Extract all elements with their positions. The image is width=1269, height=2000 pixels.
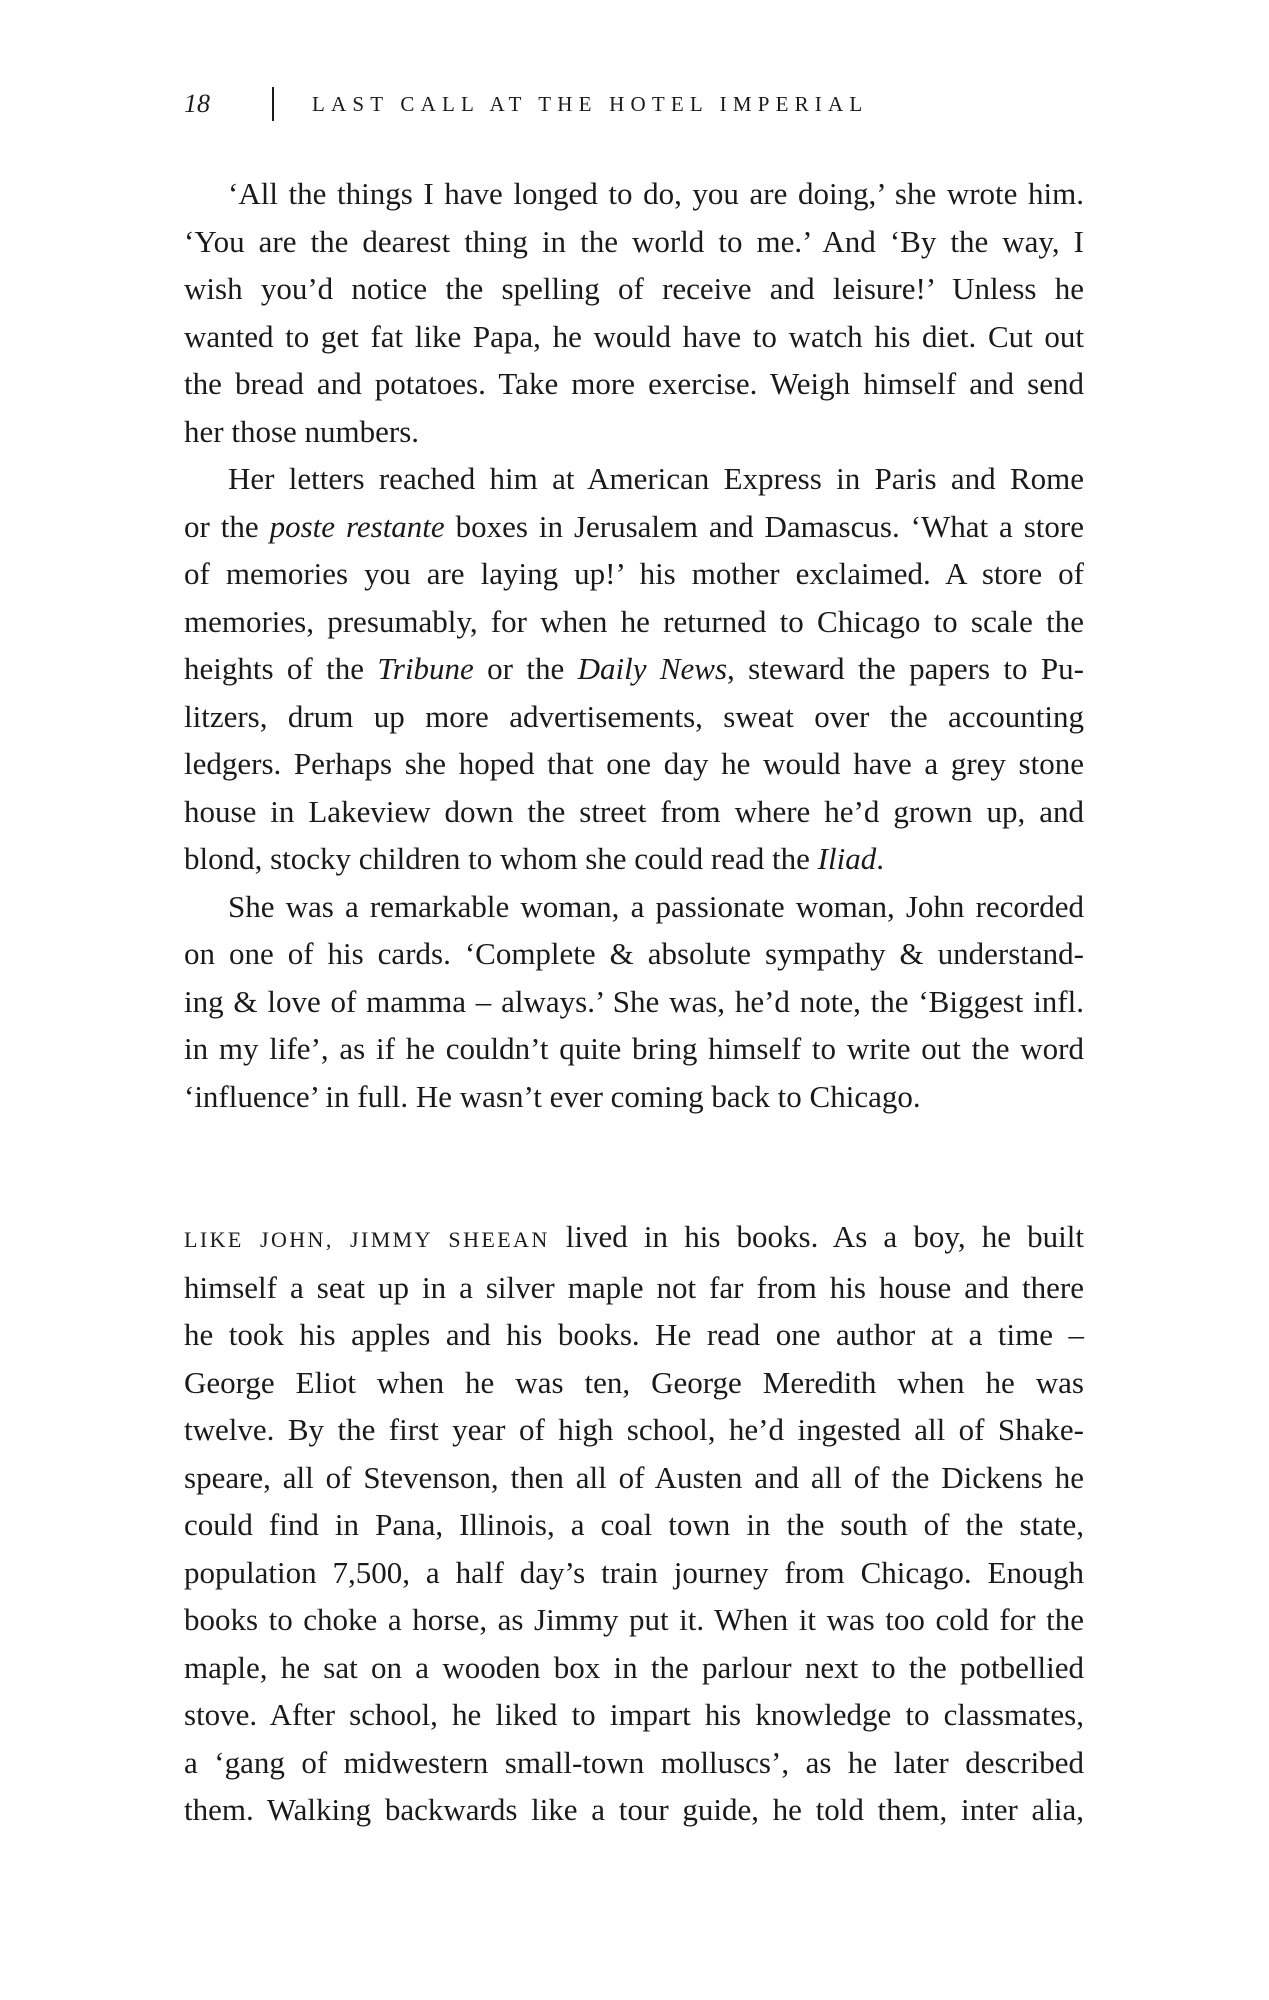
text-line: in my life’, as if he couldn’t quite bring himself to write out the word xyxy=(184,1031,1084,1066)
text-line xyxy=(184,1213,1084,1264)
running-head xyxy=(184,86,868,122)
text-line: of memories you are laying up!’ his mother exclaimed. A store of xyxy=(184,556,1084,591)
text-line: a ‘gang of midwestern small-town molluscs’, as he later described xyxy=(184,1744,1084,1780)
text-line: ‘You are the dearest thing in the world to me.’ And ‘By the way, I xyxy=(184,223,1084,259)
text-line: ‘influence’ in full. He wasn’t ever coming back to Chicago. xyxy=(184,1078,921,1114)
text-line: heights of the Tribune or the Daily News, steward the papers to Pu- xyxy=(184,651,1084,686)
text-line: ledgers. Perhaps she hoped that one day he would have a grey stone xyxy=(184,746,1084,781)
section-2 xyxy=(184,1213,1084,1834)
text-line: litzers, drum up more advertisements, sweat over the accounting xyxy=(184,698,1084,734)
running-head-title: LAST CALL AT THE HOTEL IMPERIAL xyxy=(312,91,869,116)
text-line: house in Lakeview down the street from where he’d grown up, and xyxy=(184,793,1084,829)
text-line: population 7,500, a half day’s train journey from Chicago. Enough xyxy=(184,1554,1084,1590)
section-lead-smallcaps: LIKE JOHN, JIMMY SHEEAN xyxy=(184,1227,550,1252)
text-line: ‘All the things I have longed to do, you are doing,’ she wrote him. xyxy=(228,176,1084,211)
text-line: himself a seat up in a silver maple not far from his house and there xyxy=(184,1269,1084,1305)
text-line: he took his apples and his books. He read one author at a time – xyxy=(184,1317,1084,1352)
text-line: on one of his cards. ‘Complete & absolute sympathy & understand- xyxy=(184,936,1084,971)
text-line: her those numbers. xyxy=(184,413,420,449)
text-line: wish you’d notice the spelling of receive and leisure!’ Unless he xyxy=(184,271,1084,306)
text-line: She was a remarkable woman, a passionate woman, John recorded xyxy=(228,888,1084,924)
text-line: blond, stocky children to whom she could read the Iliad. xyxy=(184,841,884,876)
text-fragment: lived in his books. As a boy, he built xyxy=(565,1219,1084,1254)
text-line: memories, presumably, for when he returned to Chicago to scale the xyxy=(184,603,1084,639)
text-line: maple, he sat on a wooden box in the parlour next to the potbellied xyxy=(184,1649,1084,1685)
text-line: stove. After school, he liked to impart his knowledge to classmates, xyxy=(184,1697,1084,1732)
text-line: them. Walking backwards like a tour guide, he told them, inter alia, xyxy=(184,1792,1084,1827)
section-1 xyxy=(184,170,1084,1120)
text-line: twelve. By the first year of high school, he’d ingested all of Shake- xyxy=(184,1412,1084,1447)
running-head-divider xyxy=(272,87,274,121)
text-line: ing & love of mamma – always.’ She was, he’d note, the ‘Biggest infl. xyxy=(184,983,1084,1019)
text-line: or the poste restante boxes in Jerusalem and Damascus. ‘What a store xyxy=(184,508,1084,544)
page-number: 18 xyxy=(184,89,210,118)
text-line: George Eliot when he was ten, George Meredith when he was xyxy=(184,1364,1084,1400)
text-line: could find in Pana, Illinois, a coal town in the south of the state, xyxy=(184,1507,1084,1542)
text-line: wanted to get fat like Papa, he would have to watch his diet. Cut out xyxy=(184,318,1084,354)
text-line: the bread and potatoes. Take more exercise. Weigh himself and send xyxy=(184,366,1084,401)
text-line: books to choke a horse, as Jimmy put it. When it was too cold for the xyxy=(184,1602,1084,1637)
text-line: Her letters reached him at American Express in Paris and Rome xyxy=(228,461,1084,496)
text-line: speare, all of Stevenson, then all of Austen and all of the Dickens he xyxy=(184,1459,1084,1495)
